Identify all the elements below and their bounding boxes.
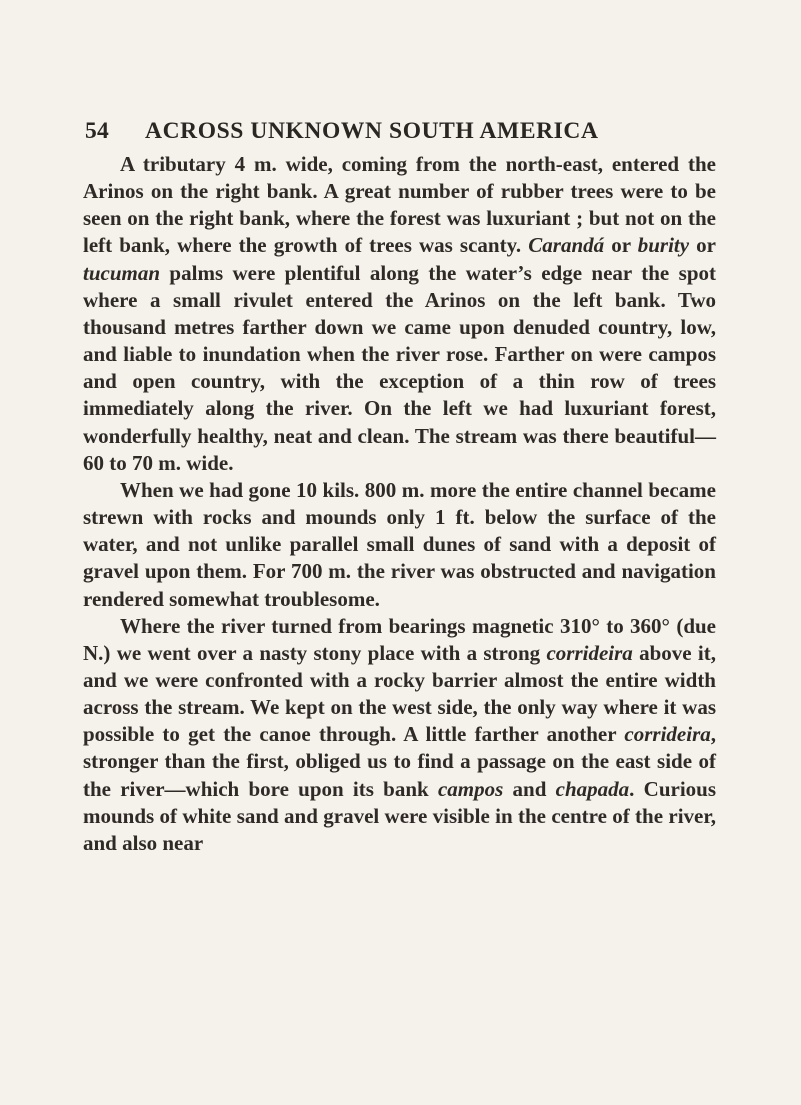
italic-term: campos [437,776,504,801]
text-run: or [604,233,638,258]
italic-term: burity [637,233,690,258]
italic-term: Carandá [528,233,605,258]
text-run: Where the river turned from bearings magnetic 310° to 360° (due N.) we went over a nasty stony place with a strong [83,613,716,665]
book-page [83,118,716,857]
text-run: and [503,776,556,801]
text-run: palms were plentiful along the water’s edge near the spot where a small rivulet entered the Arinos on the left bank. Two thousand metres farther down we came upon denuded country, low, and liable to inundation when the river rose. Farther on were campos and open country, with the exception of a thin row of trees immediately along the river. On the left we had luxuriant forest, wonderfully healthy, neat and clean. The stream was there beautiful—60 to 70 m. wide. [83,260,716,475]
page-number: 54 [85,118,110,144]
body-text [83,151,716,857]
running-title: ACROSS UNKNOWN SOUTH AMERICA [145,118,599,144]
paragraph [83,477,716,613]
text-run: A tributary 4 m. wide, coming from the north-east, entered the Arinos on the right bank. A great number of rubber trees were to be seen on the right bank, where the forest was luxuriant ; but not on the left bank, where the growth of trees was scanty. [83,152,716,258]
italic-term: chapada [555,776,630,801]
running-header [83,118,716,148]
text-run: or [689,233,717,258]
italic-term: corrideira [624,722,711,747]
text-run: above it, and we were confronted with a rocky barrier almost the entire width across the stream. We kept on the west side, the only way where it was possible to get the canoe through. A little farther another [83,640,717,747]
paragraph [83,151,716,477]
paragraph [83,613,716,857]
text-run: , stronger than the first, obliged us to find a passage on the east side of the river—which bore upon its bank [83,722,716,801]
italic-term: corrideira [546,640,633,665]
text-run: When we had gone 10 kils. 800 m. more the entire channel became strewn with rocks and mounds only 1 ft. below the surface of the water, and not unlike parallel small dunes of sand with a deposit of gravel upon them. For 700 m. the river was obstructed and navigation rendered somewhat troublesome. [83,477,716,611]
italic-term: tucuman [83,260,161,285]
text-run: . Curious mounds of white sand and gravel were visible in the centre of the river, and also near [83,776,717,855]
